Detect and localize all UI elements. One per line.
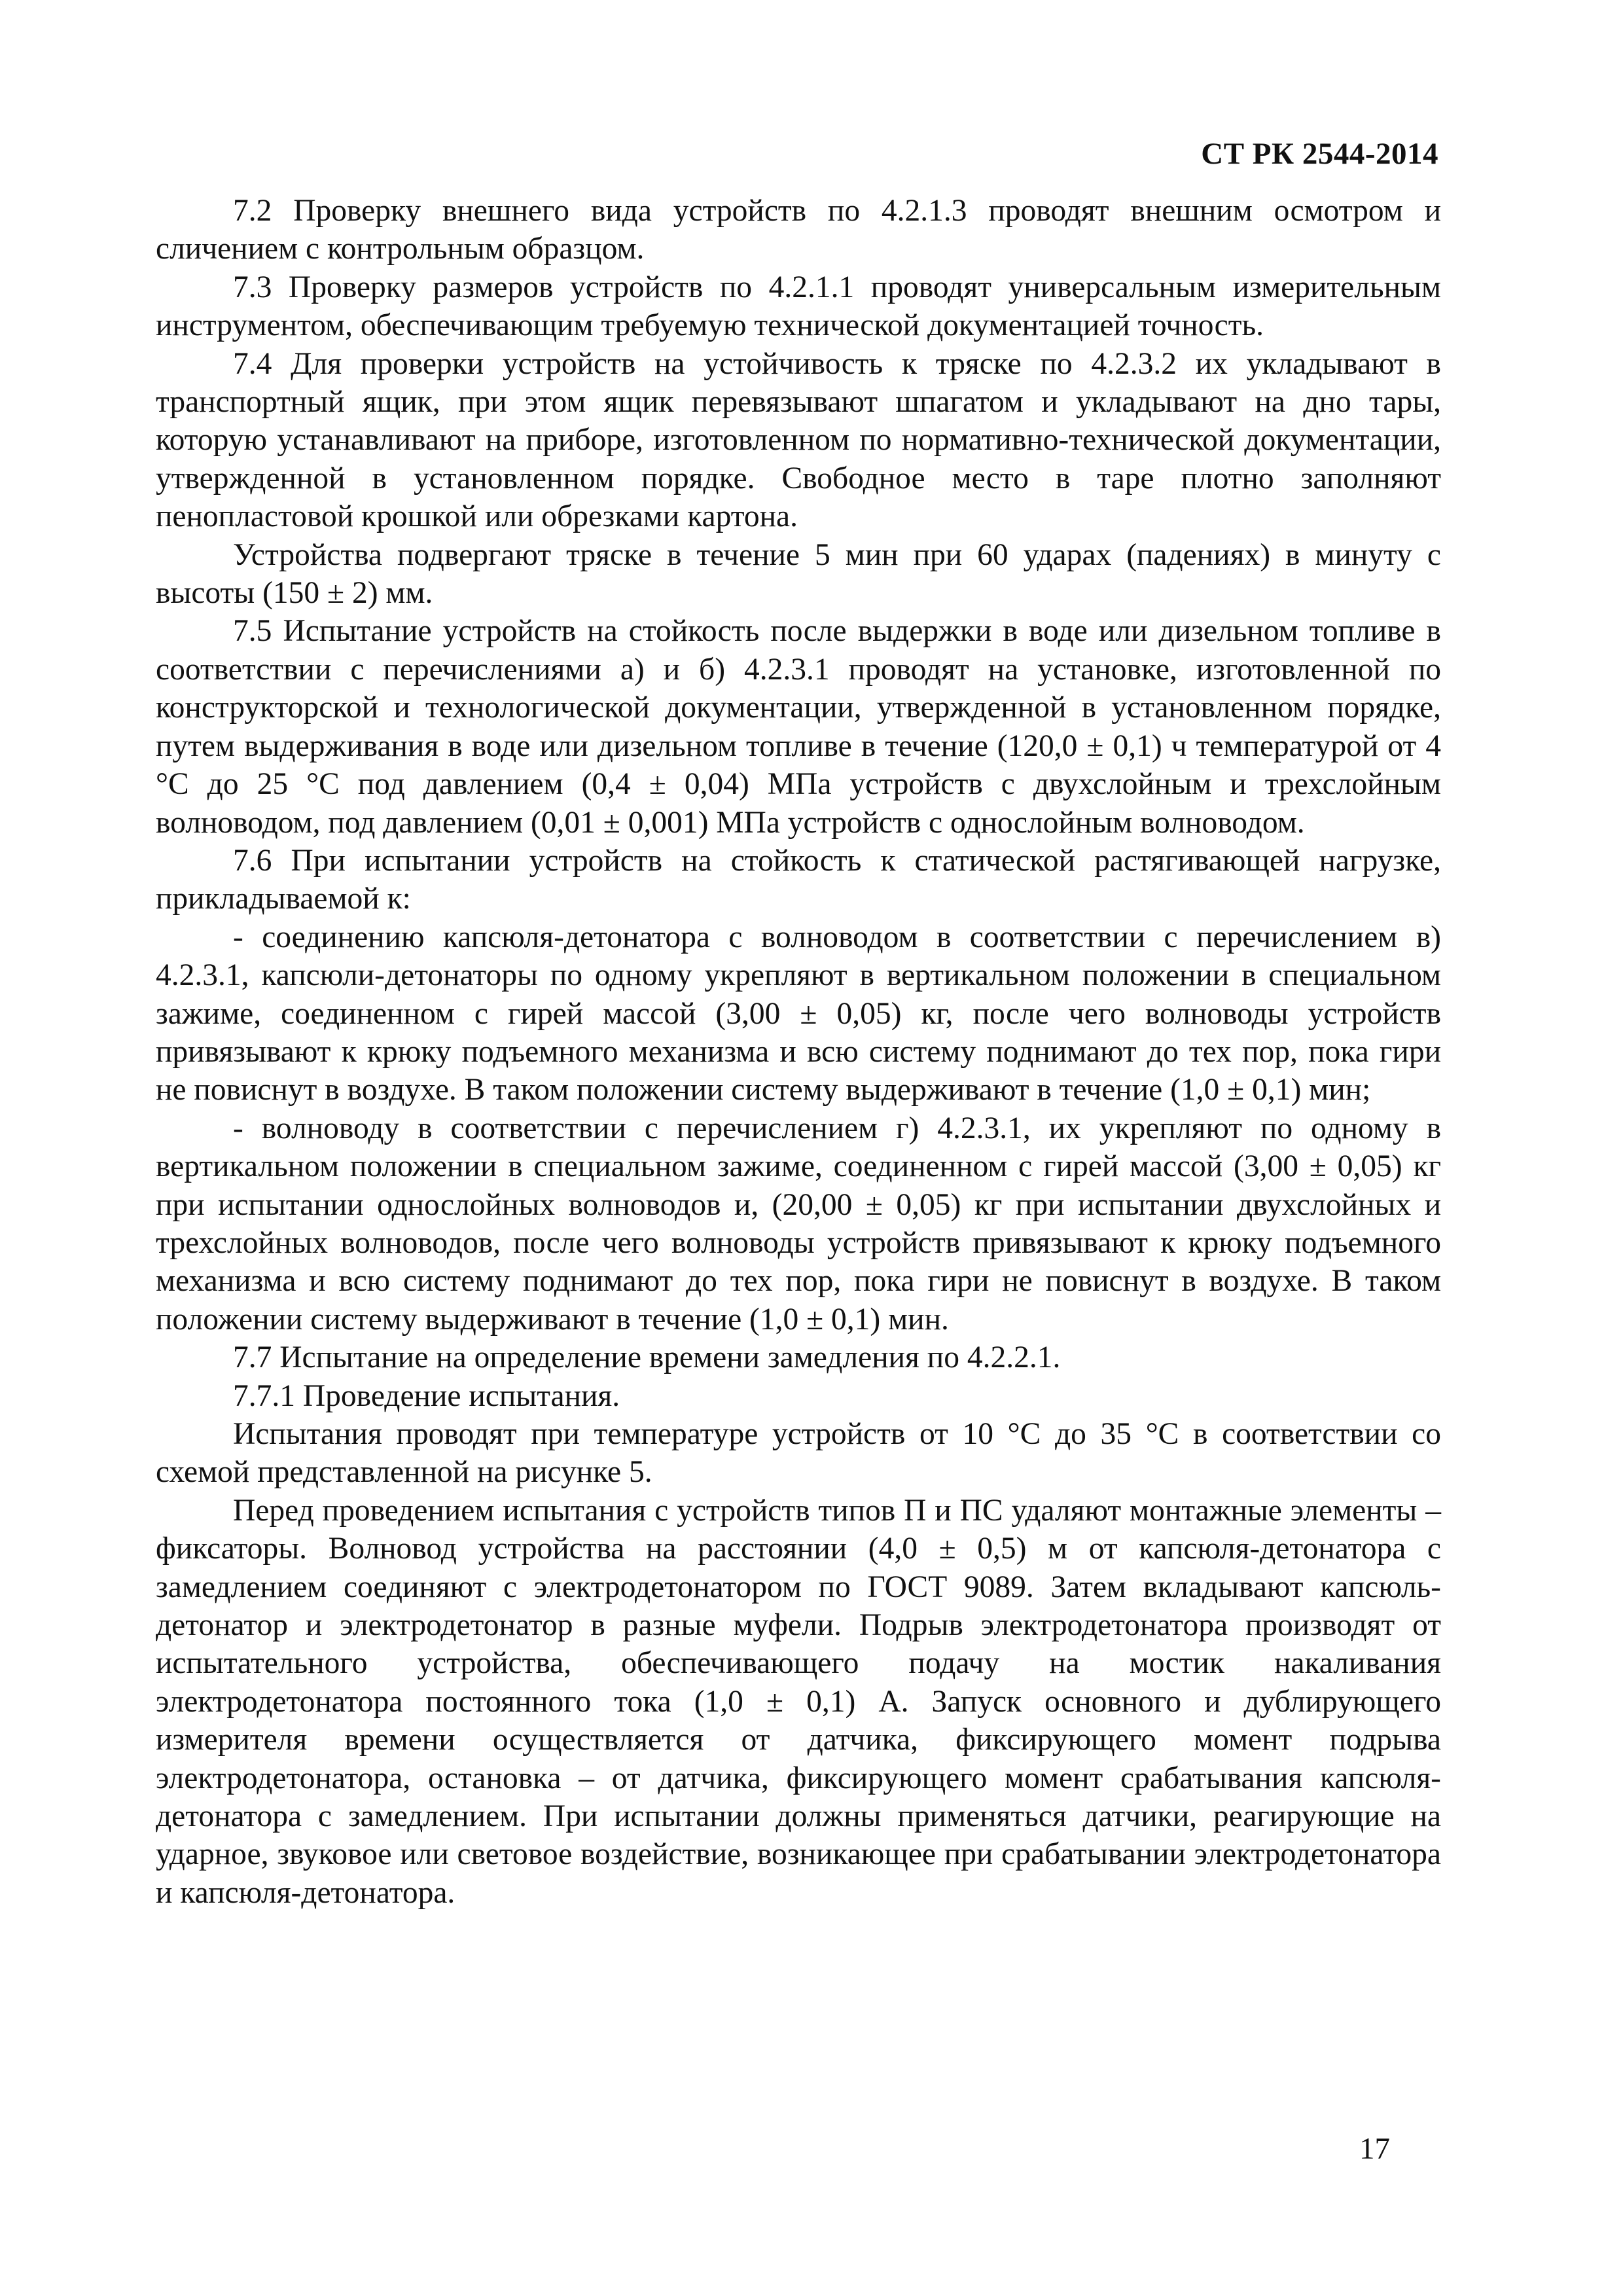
- paragraph-7-6: 7.6 При испытании устройств на стойкость к статической растягивающей нагрузке, прикладываемой к:: [156, 843, 1441, 916]
- list-item-detonator-connection: - соединению капсюля-детонатора с волноводом в соответствии с перечислением в) 4.2.3.1, капсюли-детонаторы по одному укрепляют в вертикальном положении в специальном зажиме, соединенном с гирей массой (3,00 ± 0,05) кг, после чего волноводы устройств привязывают к крюку подъемного механизма и всю систему поднимают до тех пор, пока гири не повиснут в воздухе. В таком положении систему выдерживают в течение (1,0 ± 0,1) мин;: [156, 920, 1441, 1107]
- paragraph-7-4: 7.4 Для проверки устройств на устойчивость к тряске по 4.2.3.2 их укладывают в транспортный ящик, при этом ящик перевязывают шпагатом и укладывают на дно тары, которую устанавливают на приборе, изготовленном по нормативно-технической документации, утвержденной в установленном порядке. Свободное место в таре плотно заполняют пенопластовой крошкой или обрезками картона.: [156, 346, 1441, 534]
- paragraph-test-procedure: Перед проведением испытания с устройств типов П и ПС удаляют монтажные элементы – фиксаторы. Волновод устройства на расстоянии (4,0 ± 0,5) м от капсюля-детонатора с замедлением соединяют с электродетонатором по ГОСТ 9089. Затем вкладывают капсюль-детонатор и электродетонатор в разные муфели. Подрыв электродетонатора производят от испытательного устройства, обеспечивающего подачу на мостик накаливания электродетонатора постоянного тока (1,0 ± 0,1) А. Запуск основного и дублирующего измерителя времени осуществляется от датчика, фиксирующего момент подрыва электродетонатора, остановка – от датчика, фиксирующего момент срабатывания капсюля-детонатора с замедлением. При испытании должны применяться датчики, реагирующие на ударное, звуковое или световое воздействие, возникающее при срабатывании электродетонатора и капсюля-детонатора.: [156, 1493, 1441, 1910]
- paragraph-7-7: 7.7 Испытание на определение времени замедления по 4.2.2.1.: [233, 1340, 1061, 1375]
- paragraph-7-3: 7.3 Проверку размеров устройств по 4.2.1.1 проводят универсальным измерительным инструментом, обеспечивающим требуемую технической документацией точность.: [156, 270, 1441, 343]
- document-code: СТ РК 2544-2014: [1201, 137, 1438, 171]
- paragraph-shaking-test: Устройства подвергают тряске в течение 5 мин при 60 ударах (падениях) в минуту с высоты (150 ± 2) мм.: [156, 537, 1441, 611]
- paragraph-7-5: 7.5 Испытание устройств на стойкость после выдержки в воде или дизельном топливе в соответствии с перечислениями а) и б) 4.2.3.1 проводят на установке, изготовленной по конструкторской и технологической документации, утвержденной в установленном порядке, путем выдерживания в воде или дизельном топливе в течение (120,0 ± 0,1) ч температурой от 4 °С до 25 °С под давлением (0,4 ± 0,04) МПа устройств с двухслойным и трехслойным волноводом, под давлением (0,01 ± 0,001) МПа устройств с однослойным волноводом.: [156, 614, 1441, 840]
- document-body: [156, 192, 1441, 1912]
- list-item-waveguide: - волноводу в соответствии с перечислением г) 4.2.3.1, их укрепляют по одному в вертикальном положении в специальном зажиме, соединенном с гирей массой (3,00 ± 0,05) кг при испытании однослойных волноводов и, (20,00 ± 0,05) кг при испытании двухслойных и трехслойных волноводов, после чего волноводы устройств привязывают к крюку подъемного механизма и всю систему поднимают до тех пор, пока гири не повиснут в воздухе. В таком положении систему выдерживают в течение (1,0 ± 0,1) мин.: [156, 1111, 1441, 1336]
- paragraph-test-temperature: Испытания проводят при температуре устройств от 10 °С до 35 °С в соответствии со схемой представленной на рисунке 5.: [156, 1417, 1441, 1490]
- paragraph-7-7-1: 7.7.1 Проведение испытания.: [233, 1378, 620, 1413]
- paragraph-7-2: 7.2 Проверку внешнего вида устройств по 4.2.1.3 проводят внешним осмотром и сличением с контрольным образцом.: [156, 194, 1441, 266]
- page-number: 17: [1359, 2132, 1390, 2166]
